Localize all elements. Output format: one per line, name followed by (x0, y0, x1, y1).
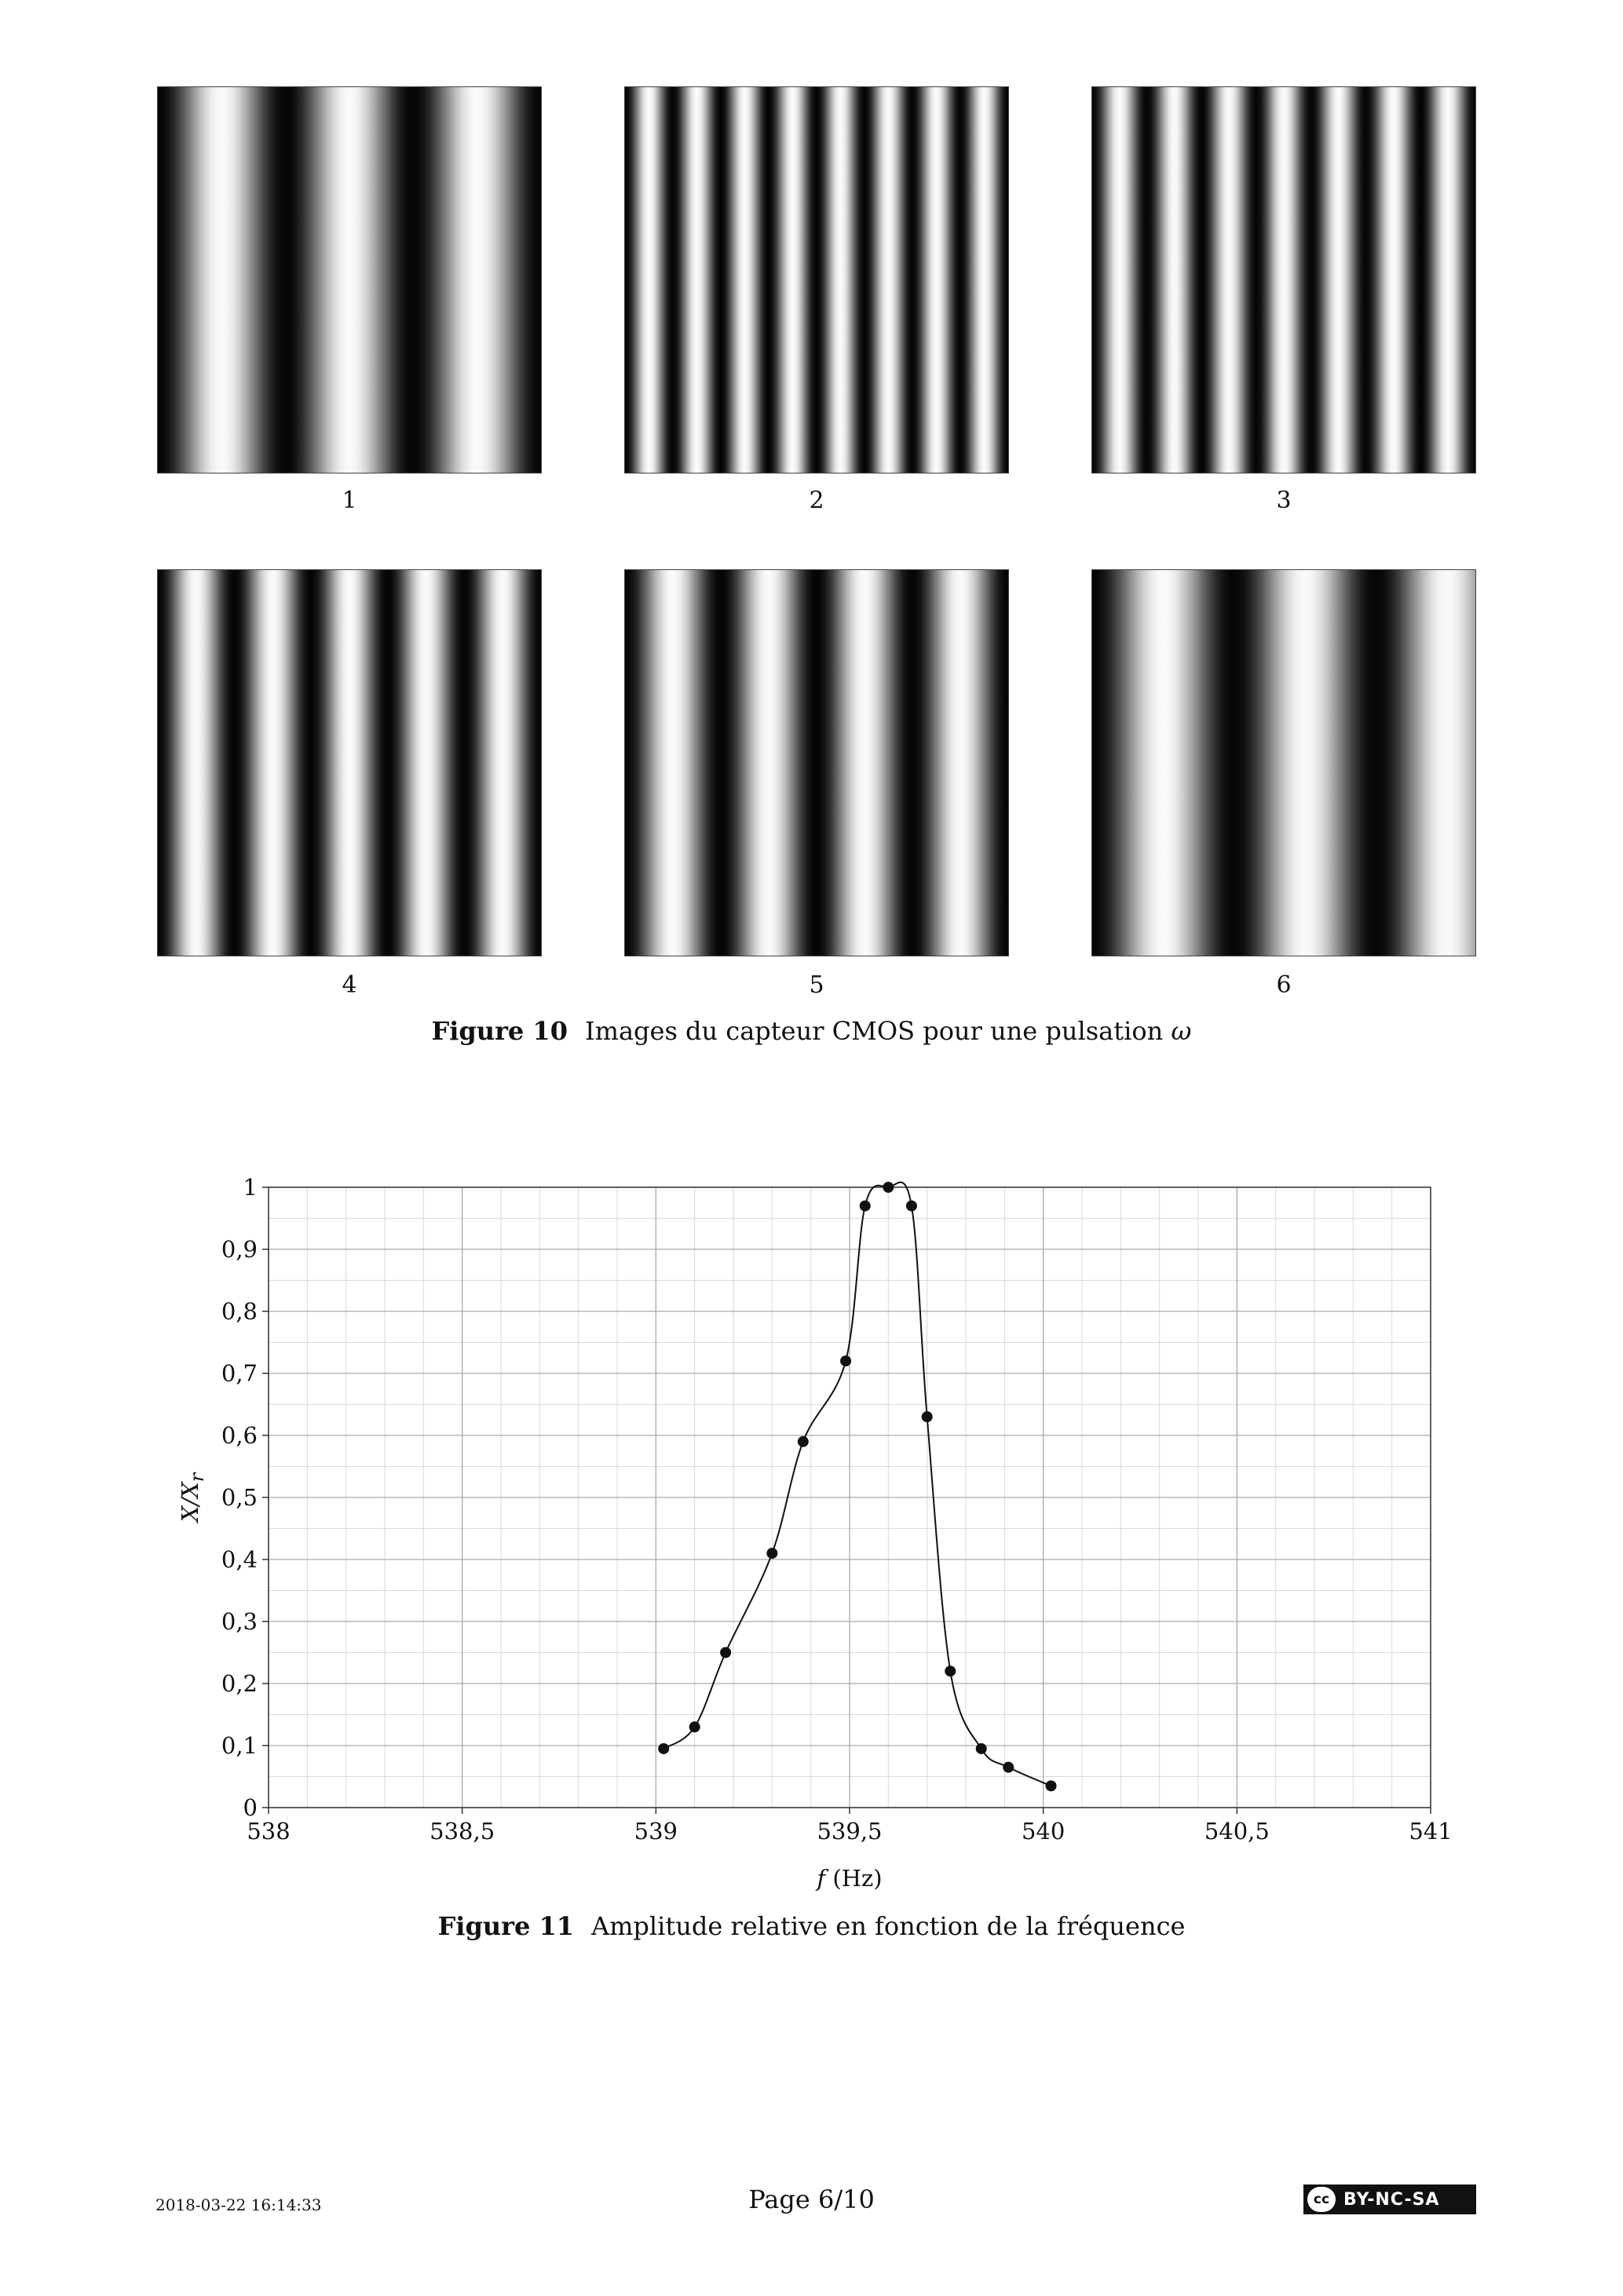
license-text: BY-NC-SA (1343, 2189, 1440, 2210)
data-point (1046, 1780, 1057, 1791)
figure-10-number: Figure 10 (431, 1016, 568, 1046)
y-tick-label: 0 (243, 1794, 258, 1821)
data-point (720, 1647, 731, 1658)
license-badge (1303, 2184, 1476, 2214)
y-tick-label: 0,9 (221, 1236, 258, 1263)
cmos-image-5 (624, 569, 1009, 956)
figure-11-text: Amplitude relative en fonction de la fréquence (590, 1911, 1186, 1941)
y-tick-label: 0,1 (221, 1732, 258, 1759)
panel-label-2: 2 (809, 487, 824, 514)
x-tick-label: 539,5 (817, 1818, 883, 1844)
y-axis-label (177, 1472, 208, 1523)
y-tick-label: 0,6 (221, 1422, 258, 1449)
data-point (766, 1548, 777, 1559)
data-point (860, 1201, 871, 1212)
y-tick-label: 0,5 (221, 1484, 258, 1511)
data-point (906, 1201, 917, 1212)
data-series-curve (663, 1183, 1051, 1786)
y-tick-label: 0,2 (221, 1670, 258, 1697)
y-tick-label: 1 (243, 1174, 258, 1201)
figure-10-text: Images du capteur CMOS pour une pulsation (584, 1016, 1164, 1046)
y-tick-labels (221, 1174, 269, 1821)
data-point (976, 1743, 987, 1754)
cmos-image-2 (624, 86, 1009, 473)
x-axis-label-text: f (Hz) (817, 1865, 883, 1892)
x-tick-label: 538,5 (430, 1818, 495, 1844)
y-tick-label: 0,7 (221, 1360, 258, 1387)
panel-label-3: 3 (1276, 487, 1292, 514)
figure-11-number: Figure 11 (437, 1911, 574, 1941)
figure-11-caption (0, 1911, 1623, 1941)
data-point (658, 1743, 669, 1754)
x-tick-label: 538 (247, 1818, 291, 1844)
x-axis-label (815, 1865, 882, 1892)
omega-symbol: ω (1171, 1016, 1192, 1046)
x-tick-label: 539 (634, 1818, 678, 1844)
y-tick-label: 0,3 (221, 1608, 258, 1635)
data-point (945, 1665, 956, 1676)
data-point (1003, 1762, 1014, 1773)
amplitude-chart (141, 1154, 1492, 1908)
y-tick-label: 0,8 (221, 1298, 258, 1325)
data-point (922, 1411, 933, 1422)
cmos-image-1 (157, 86, 542, 473)
x-tick-label: 541 (1409, 1818, 1453, 1844)
panel-label-4: 4 (342, 971, 357, 999)
cc-icon: cc (1307, 2187, 1336, 2212)
data-point (689, 1721, 700, 1732)
x-tick-label: 540 (1021, 1818, 1066, 1844)
panel-label-5: 5 (809, 971, 824, 999)
y-tick-label: 0,4 (221, 1546, 258, 1573)
figure-10-caption (0, 1016, 1623, 1046)
panel-label-1: 1 (342, 487, 357, 514)
data-point (798, 1436, 809, 1447)
panel-label-6: 6 (1276, 971, 1292, 999)
data-point (840, 1355, 851, 1366)
cmos-image-3 (1091, 86, 1476, 473)
page-number: Page 6/10 (748, 2184, 875, 2214)
cmos-image-4 (157, 569, 542, 956)
footer-timestamp: 2018-03-22 16:14:33 (155, 2195, 322, 2214)
cmos-image-6 (1091, 569, 1476, 956)
data-point (883, 1182, 894, 1193)
x-tick-labels (247, 1808, 1452, 1844)
y-axis-label-text: $X/X_r$ (177, 1472, 208, 1523)
x-tick-label: 540,5 (1204, 1818, 1270, 1844)
